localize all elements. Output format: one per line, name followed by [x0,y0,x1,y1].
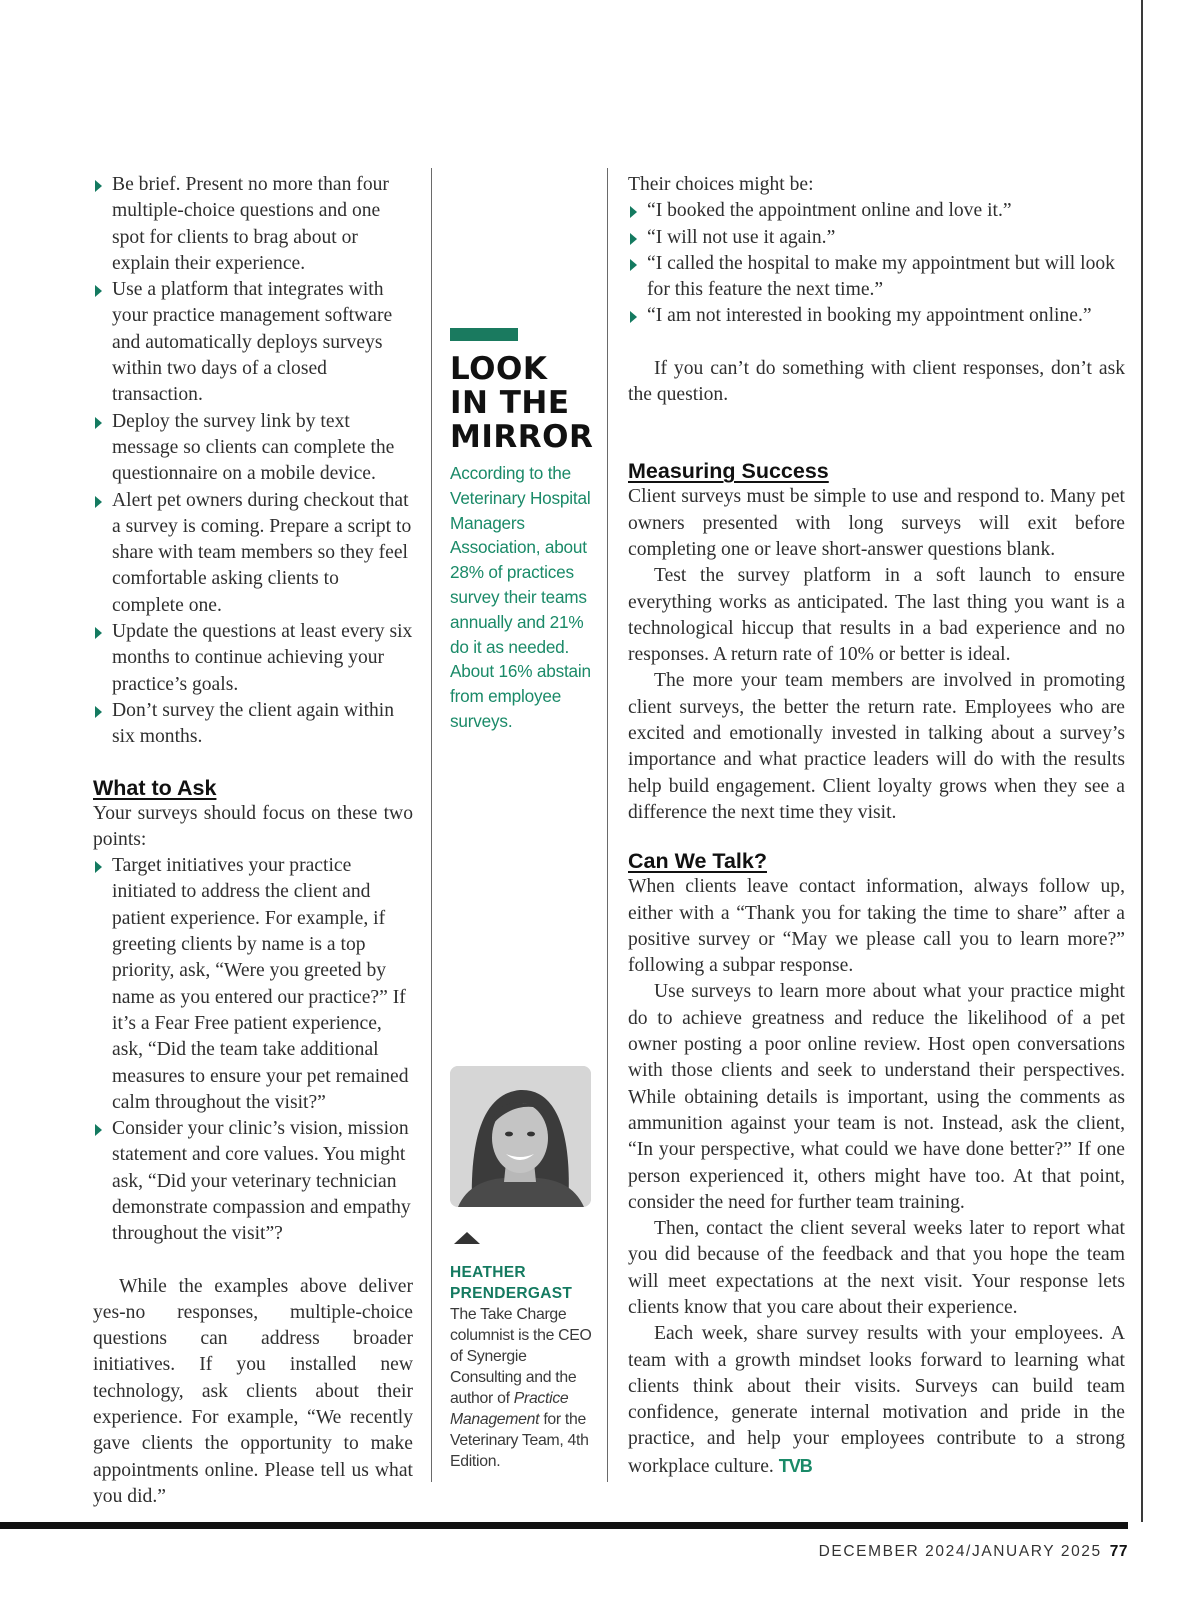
bullet-triangle-icon [95,1124,102,1136]
caret-up-icon [454,1232,480,1244]
measuring-paragraph-1: Client surveys must be simple to use and respond to. Many pet owners presented with long surveys will exit before completing one or leave short-answer questions blank. [628,486,1125,560]
list-item: Deploy the survey link by text message so clients can complete the questionnaire on a mobile device. [93,409,413,488]
can-we-talk-heading: Can We Talk? [628,849,767,874]
list-item: “I booked the appointment online and love it.” [628,198,1125,224]
talk-paragraph-1: When clients leave contact information, always follow up, either with a “Thank you for taking the time to share” after a positive survey or “May we please call you to learn more?” following a subpar response. [628,876,1125,977]
list-item: Update the questions at least every six months to continue achieving your practice’s goals. [93,619,413,698]
end-mark-logo: TVB [778,1455,812,1476]
dont-ask-paragraph: If you can’t do something with client responses, don’t ask the question. [628,357,1125,406]
list-item: Consider your clinic’s vision, mission statement and core values. You might ask, “Did your veterinary technician demonstrate compassion and empathy throughout the visit”? [93,1116,413,1247]
bullet-triangle-icon [630,311,637,323]
choices-intro: Their choices might be: [628,174,814,195]
bullet-triangle-icon [95,417,102,429]
bullet-triangle-icon [630,259,637,271]
ask-list [93,853,413,1247]
what-to-ask-intro: Your surveys should focus on these two points: [93,802,413,850]
closing-paragraph: While the examples above deliver yes-no responses, multiple-choice questions can address broader initiatives. If you installed new technology, ask clients about their experience. For example, “We recently gave clients the opportunity to make appointments online. Please tell us what you did.” [93,1275,413,1507]
right-column [628,172,1125,1480]
author-portrait-icon [450,1066,591,1207]
left-column [93,172,413,1510]
page-edge-rule [1141,0,1143,1522]
bullet-triangle-icon [95,496,102,508]
measuring-paragraph-2: Test the survey platform in a soft launch to ensure everything works as anticipated. The last thing you want is a technological hiccup that results in a bad experience and no responses. A return rate of 10% or better is ideal. [628,565,1125,666]
list-item: “I am not interested in booking my appointment online.” [628,303,1125,329]
choices-list [628,198,1125,329]
list-item: “I will not use it again.” [628,225,1125,251]
author-bio: The Take Charge columnist is the CEO of Synergie Consulting and the author of Practice Management for the Veterinary Team, 4th Edition. [450,1306,592,1470]
list-item: Alert pet owners during checkout that a survey is coming. Prepare a script to share with team members so they feel comfortable asking clients to complete one. [93,488,413,619]
bullet-triangle-icon [95,861,102,873]
bullet-triangle-icon [95,180,102,192]
author-photo [450,1066,591,1207]
sidebar-title: LOOK IN THE MIRROR [450,351,594,455]
list-item: “I called the hospital to make my appointment but will look for this feature the next time.” [628,251,1125,304]
page-number: 77 [1109,1543,1128,1560]
page-footer [819,1543,1128,1561]
list-item: Be brief. Present no more than four multiple-choice questions and one spot for clients to brag about or explain their experience. [93,172,413,277]
list-item: Don’t survey the client again within six months. [93,698,413,751]
bullet-triangle-icon [95,706,102,718]
what-to-ask-heading: What to Ask [93,775,217,800]
sidebar-accent-bar [450,328,518,341]
measuring-paragraph-3: The more your team members are involved in promoting client surveys, the better the return rate. Employees who are excited and emotionally invested in talking about a survey’s importance and what practice leaders will do with the results help build engagement. Client loyalty grows when they see a difference the next time they visit. [628,670,1125,823]
list-item: Target initiatives your practice initiated to address the client and patient experience. For example, if greeting clients by name is a top priority, ask, “Were you greeted by name as you entered our practice?” If it’s a Fear Free patient experience, ask, “Did the team take additional measures to ensure your pet remained calm throughout the visit?” [93,853,413,1116]
footer-rule [0,1522,1128,1529]
bullet-triangle-icon [630,233,637,245]
bullet-triangle-icon [630,206,637,218]
column-divider-right [607,168,608,1482]
column-divider-left [431,168,432,1482]
talk-paragraph-2: Use surveys to learn more about what your practice might do to achieve greatness and reduce the likelihood of a pet owner posting a poor online review. Host open conversations with those clients and seek to understand their perspectives. While obtaining details is important, using the comments as ammunition against your team is not. Instead, ask the client, “In your perspective, what could we have done better?” If one person experienced it, others might have too. At that point, consider the need for further team training. [628,981,1125,1213]
bullet-triangle-icon [95,285,102,297]
bullet-triangle-icon [95,627,102,639]
talk-paragraph-4: Each week, share survey results with your employees. A team with a growth mindset looks forward to learning what clients think about their visits. Surveys can build team confidence, generate internal motivation and pride in the practice, and help your employees contribute to a strong workplace culture. TVB [628,1323,1125,1477]
tips-list [93,172,413,751]
list-item: Use a platform that integrates with your practice management software and automatically deploys surveys within two days of a closed transaction. [93,277,413,408]
talk-paragraph-3: Then, contact the client several weeks later to report what you did because of the feedback and that you hope the team will meet expectations at the next visit. Your response lets clients know that you care about their experience. [628,1218,1125,1318]
measuring-success-heading: Measuring Success [628,459,829,484]
author-name: HEATHER PRENDERGAST [450,1264,573,1302]
sidebar-body: According to the Veterinary Hospital Managers Association, about 28% of practices survey their teams annually and 21% do it as needed. About 16% abstain from employee surveys. [450,463,591,731]
book-title: Practice Management [450,1390,569,1428]
issue-date: DECEMBER 2024/JANUARY 2025 [818,1543,1102,1560]
